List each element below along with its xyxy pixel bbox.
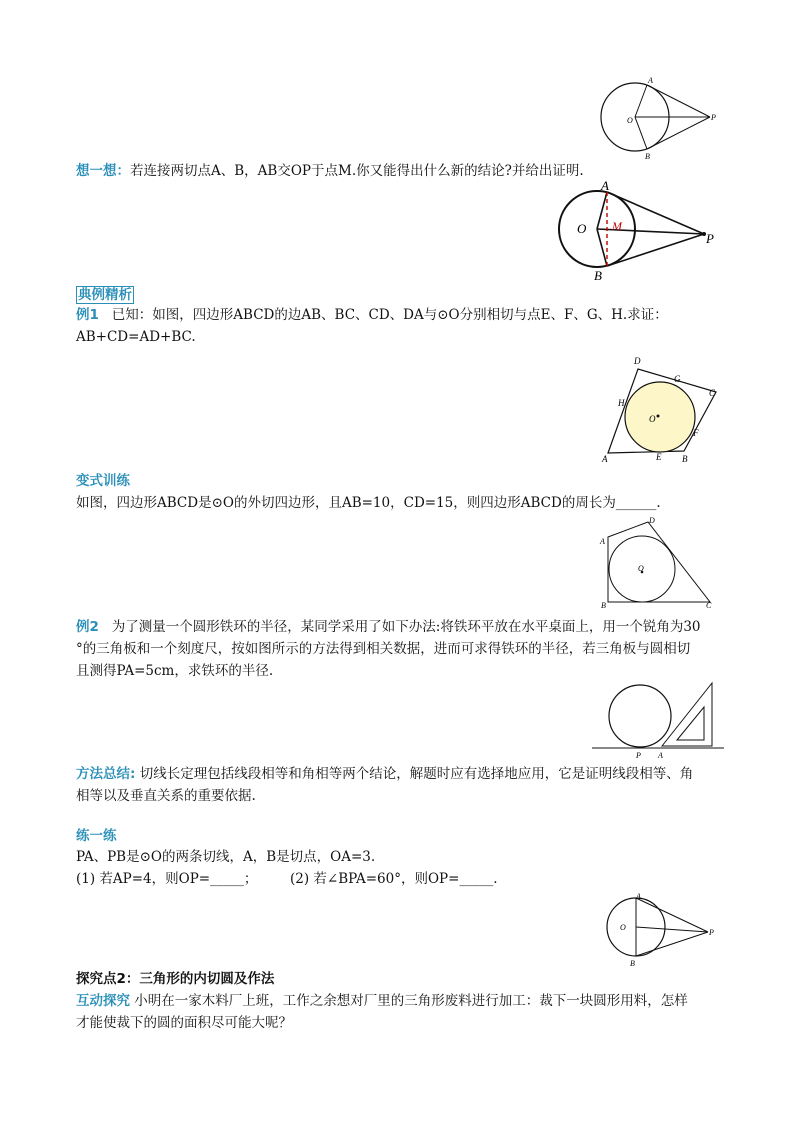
- think-label: 想一想：: [76, 163, 130, 179]
- figure-tangent-lines-2: [552, 178, 727, 283]
- interactive-label: 互动探究: [76, 993, 130, 1009]
- fig3-label-c: C: [709, 388, 716, 398]
- fig3-label-f: F: [693, 428, 699, 438]
- fig5-label-a: A: [658, 751, 663, 760]
- fig3-label-h: H: [618, 398, 625, 408]
- practice-line1: PA、PB是⊙O的两条切线，A，B是切点，OA=3.: [76, 849, 376, 865]
- example1-label: 例1: [76, 307, 99, 323]
- fig6-label-p: P: [709, 928, 714, 937]
- method-label: 方法总结:: [76, 766, 136, 782]
- example2-line1: 例2 为了测量一个圆形铁环的半径，某同学采用了如下办法:将铁环平放在水平桌面上，用一个锐角为30: [76, 619, 701, 635]
- fig5-label-p: P: [636, 751, 641, 760]
- fig3-label-e: E: [656, 452, 662, 462]
- fig6-label-a: A: [636, 892, 641, 901]
- practice-q2: (2) 若∠BPA=60°，则OP=_____.: [290, 871, 498, 887]
- fig4-label-b: B: [601, 601, 606, 610]
- fig3-label-a: A: [602, 454, 608, 464]
- fig4-label-o: O: [638, 564, 644, 573]
- fig2-label-p: P: [706, 231, 714, 246]
- example2-line3: 且测得PA=5cm，求铁环的半径.: [76, 663, 274, 679]
- fig6-label-o: O: [620, 923, 626, 932]
- fig3-label-b: B: [682, 454, 688, 464]
- fig4-label-c: C: [706, 601, 712, 610]
- fig2-label-m: M: [612, 219, 622, 233]
- example2-line2: °的三角板和一个刻度尺，按如图所示的方法得到相关数据，进而可求得铁环的半径，若三角板与圆相切: [76, 641, 691, 657]
- method-line2: 相等以及垂直关系的重要依据.: [76, 788, 256, 804]
- method-line1: 方法总结: 切线长定理包括线段相等和角相等两个结论，解题时应有选择地应用，它是证明线段相等、角: [76, 766, 694, 782]
- fig1-label-o: O: [627, 116, 633, 125]
- think-paragraph: [76, 160, 584, 182]
- fig3-label-d: D: [634, 356, 641, 366]
- variant-label: 变式训练: [76, 473, 130, 489]
- think-text: 若连接两切点A、B，AB交OP于点M.你又能得出什么新的结论?并给出证明.: [130, 163, 584, 179]
- section-header: 典例精析: [78, 287, 132, 303]
- example1-text-1: 已知：如图，四边形ABCD的边AB、BC、CD、DA与⊙O分别相切与点E、F、G、H.求证：: [111, 307, 668, 323]
- fig4-label-a: A: [600, 537, 605, 546]
- fig1-label-a: A: [648, 76, 653, 85]
- interactive-line2: 才能使裁下的圆的面积尽可能大呢？: [76, 1015, 292, 1031]
- fig2-label-o: O: [577, 221, 587, 236]
- fig3-label-g: G: [674, 374, 681, 384]
- fig3-label-o: O: [649, 414, 656, 424]
- figure-tangent-lines-1: [595, 75, 725, 165]
- figure-ring-triangle: [592, 680, 727, 762]
- fig6-label-b: B: [630, 959, 635, 968]
- example2-label: 例2: [76, 619, 99, 635]
- explore-heading: 探究点2：三角形的内切圆及作法: [76, 971, 275, 987]
- fig1-label-b: B: [645, 152, 650, 161]
- figure-circumscribed-quadrilateral: [598, 515, 718, 610]
- fig4-label-d: D: [649, 516, 655, 525]
- fig2-label-a: A: [601, 178, 609, 193]
- fig2-label-b: B: [594, 268, 602, 283]
- section-header-row: [76, 284, 134, 306]
- practice-q1: (1) 若AP=4，则OP=_____；: [76, 871, 258, 887]
- example1-line1: [76, 304, 668, 326]
- interactive-line1: 互动探究 小明在一家木料厂上班，工作之余想对厂里的三角形废料进行加工：裁下一块圆形用料，怎样: [76, 993, 688, 1009]
- example1-line2: AB+CD=AD+BC.: [76, 329, 196, 345]
- figure-quadrilateral-incircle: [596, 350, 726, 465]
- fig1-label-p: P: [711, 113, 716, 122]
- variant-text: 如图，四边形ABCD是⊙O的外切四边形，且AB=10，CD=15，则四边形ABCD的周长为______.: [76, 495, 661, 511]
- practice-label: 练一练: [76, 828, 117, 844]
- figure-tangent-lines-3: [598, 890, 723, 968]
